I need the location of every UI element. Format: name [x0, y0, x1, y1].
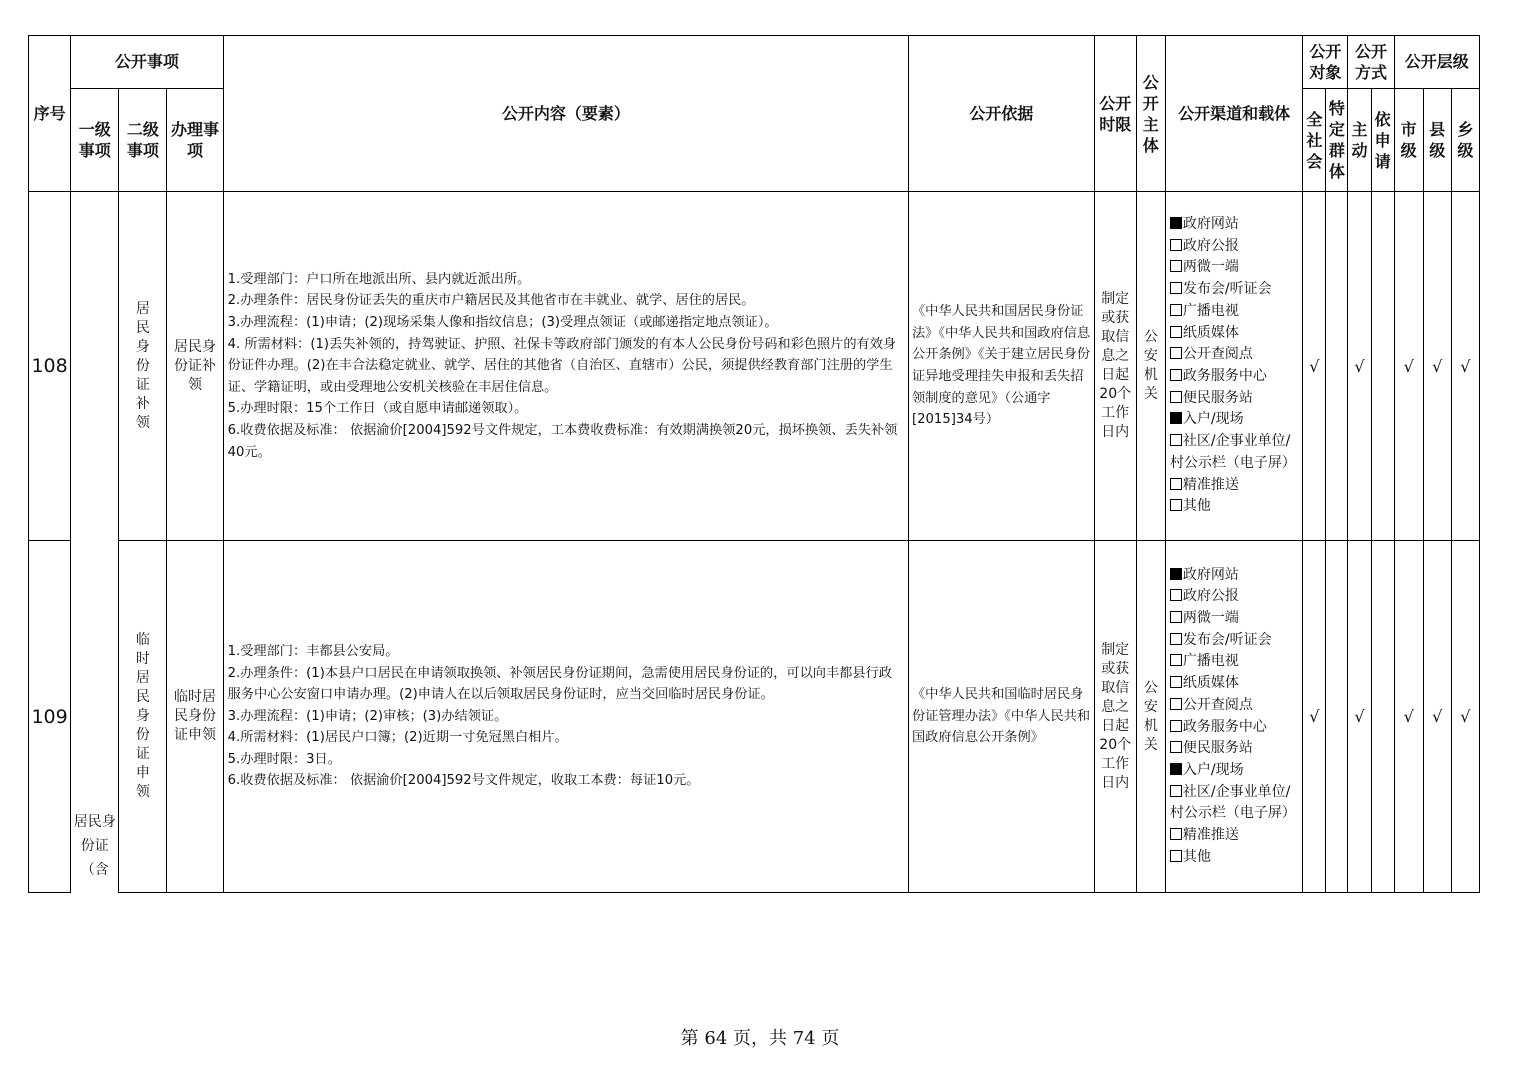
row-method-active: √ [1348, 192, 1371, 541]
checkbox-empty-icon [1170, 282, 1182, 294]
channel-item: 入户/现场 [1170, 409, 1298, 431]
row-level-city: √ [1394, 192, 1423, 541]
header-level: 公开层级 [1394, 36, 1479, 89]
channel-item: 社区/企事业单位/村公示栏（电子屏） [1169, 783, 1296, 822]
channel-item: 便民服务站 [1170, 738, 1298, 760]
channel-item: 纸质媒体 [1170, 323, 1298, 345]
channel-item: 社区/企事业单位/村公示栏（电子屏） [1169, 433, 1296, 471]
content-line: 2.办理条件：居民身份证丢失的重庆市户籍居民及其他省市在丰就业、就学、居住的居民。 [227, 293, 755, 309]
checkbox-empty-icon [1170, 589, 1182, 601]
row-level-county: √ [1423, 541, 1451, 893]
header-level2: 二级事项 [119, 89, 167, 192]
channel-item: 发布会/听证会 [1170, 630, 1298, 652]
row-subject: 公安机关 [1136, 541, 1165, 893]
row-method-request [1371, 192, 1394, 541]
header-target-specific: 特定群体 [1326, 89, 1348, 192]
content-line: 3.办理流程：(1)申请；(2)现场采集人像和指纹信息；(3)受理点领证（或邮递指定地点领证）。 [227, 315, 778, 331]
header-level1: 一级事项 [71, 89, 119, 192]
channel-item: 政府公报 [1170, 586, 1298, 608]
header-level-city: 市级 [1394, 89, 1423, 192]
content-line: 5.办理时限：15个工作日（或自愿申请邮递领取）。 [227, 401, 528, 417]
content-line: 5.办理时限：3日。 [227, 751, 341, 767]
channel-item: 其他 [1170, 496, 1298, 518]
header-method-active: 主动 [1348, 89, 1371, 192]
row-target-all: √ [1303, 541, 1326, 893]
header-time-limit: 公开时限 [1094, 36, 1136, 192]
content-line: 4. 所需材料：(1)丢失补领的，持驾驶证、护照、社保卡等政府部门颁发的有本人公民身份号码和彩色照片的有效身份证件办理。(2)在丰合法稳定就业、就学、居住的其他省（自治区、直辖市）公民，须提供经教育部门注册的学生证、学籍证明，或由受理地公安机关核验在丰居住信息。 [227, 336, 897, 395]
channel-item: 纸质媒体 [1170, 673, 1298, 695]
checkbox-empty-icon [1170, 369, 1182, 381]
channel-item: 两微一端 [1170, 608, 1298, 630]
row-target-specific [1326, 192, 1348, 541]
row-level-county: √ [1423, 192, 1451, 541]
row-level-city: √ [1394, 541, 1423, 893]
header-content: 公开内容（要素） [223, 36, 908, 192]
header-target-all: 全社会 [1303, 89, 1326, 192]
checkbox-empty-icon [1170, 347, 1182, 359]
channel-item: 广播电视 [1170, 301, 1298, 323]
level1-text: 居民身份证（含 [73, 814, 116, 878]
channel-item: 精准推送 [1170, 475, 1298, 497]
channel-item: 两微一端 [1170, 257, 1298, 279]
checkbox-empty-icon [1170, 326, 1182, 338]
row-time-limit: 制定或获取信息之日起20个工作日内 [1094, 192, 1136, 541]
header-basis: 公开依据 [909, 36, 1095, 192]
row-level-town: √ [1451, 192, 1479, 541]
content-line: 4.所需材料：(1)居民户口簿；(2)近期一寸免冠黑白相片。 [227, 730, 568, 746]
content-line: 1.受理部门：丰都县公安局。 [227, 643, 399, 659]
channel-item: 政务服务中心 [1170, 366, 1298, 388]
header-channels: 公开渠道和载体 [1165, 36, 1302, 192]
row-seq: 108 [29, 192, 71, 541]
checkbox-empty-icon [1170, 828, 1182, 840]
channel-item: 政府网站 [1170, 214, 1298, 236]
checkbox-empty-icon [1170, 850, 1182, 862]
row-content [223, 541, 908, 893]
disclosure-table [28, 35, 1480, 893]
checkbox-checked-icon [1170, 763, 1182, 775]
header-subject: 公开主体 [1136, 36, 1165, 192]
row-target-all: √ [1303, 192, 1326, 541]
checkbox-empty-icon [1170, 785, 1182, 797]
header-public-items: 公开事项 [71, 36, 224, 89]
channel-item: 精准推送 [1170, 825, 1298, 847]
checkbox-empty-icon [1170, 676, 1182, 688]
channel-item: 政务服务中心 [1170, 717, 1298, 739]
row-level-town: √ [1451, 541, 1479, 893]
checkbox-empty-icon [1170, 654, 1182, 666]
checkbox-empty-icon [1170, 720, 1182, 732]
checkbox-empty-icon [1170, 239, 1182, 251]
level1-cell [71, 192, 119, 893]
checkbox-empty-icon [1170, 434, 1182, 446]
header-target: 公开对象 [1303, 36, 1348, 89]
content-line: 3.办理流程：(1)申请；(2)审核；(3)办结领证。 [227, 708, 508, 724]
checkbox-checked-icon [1170, 568, 1182, 580]
row-basis: 《中华人民共和国临时居民身份证管理办法》《中华人民共和国政府信息公开条例》 [909, 541, 1095, 893]
channel-item: 公开查阅点 [1170, 695, 1298, 717]
checkbox-empty-icon [1170, 499, 1182, 511]
content-line: 6.收费依据及标准： 依据渝价[2004]592号文件规定，收取工本费：每证10元。 [227, 773, 700, 789]
row-method-request [1371, 541, 1394, 893]
content-line: 1.受理部门：户口所在地派出所、县内就近派出所。 [227, 271, 531, 287]
channel-item: 广播电视 [1170, 651, 1298, 673]
checkbox-empty-icon [1170, 260, 1182, 272]
row-seq: 109 [29, 541, 71, 893]
checkbox-empty-icon [1170, 698, 1182, 710]
channel-item: 公开查阅点 [1170, 344, 1298, 366]
page-footer: 第 64 页，共 74 页 [680, 1028, 840, 1049]
row-channels [1165, 192, 1302, 541]
row-handle: 临时居民身份证申领 [167, 541, 223, 893]
checkbox-empty-icon [1170, 391, 1182, 403]
row-target-specific [1326, 541, 1348, 893]
row-content [223, 192, 908, 541]
channel-item: 政府网站 [1170, 565, 1298, 587]
row-method-active: √ [1348, 541, 1371, 893]
row-channels [1165, 541, 1302, 893]
row-subject: 公安机关 [1136, 192, 1165, 541]
channel-item: 便民服务站 [1170, 388, 1298, 410]
checkbox-empty-icon [1170, 611, 1182, 623]
content-line: 6.收费依据及标准： 依据渝价[2004]592号文件规定，工本费收费标准：有效期满换领20元，损坏换领、丢失补领40元。 [227, 422, 898, 460]
checkbox-checked-icon [1170, 217, 1182, 229]
checkbox-checked-icon [1170, 412, 1182, 424]
header-method-request: 依申请 [1371, 89, 1394, 192]
header-method: 公开方式 [1348, 36, 1394, 89]
channel-item: 发布会/听证会 [1170, 279, 1298, 301]
row-time-limit: 制定或获取信息之日起20个工作日内 [1094, 541, 1136, 893]
header-level-county: 县级 [1423, 89, 1451, 192]
checkbox-empty-icon [1170, 478, 1182, 490]
table-row [29, 192, 1480, 541]
header-level-town: 乡级 [1451, 89, 1479, 192]
row-level2: 居民身份证补领 [119, 192, 167, 541]
header-seq: 序号 [29, 36, 71, 192]
checkbox-empty-icon [1170, 741, 1182, 753]
content-line: 2.办理条件：(1)本县户口居民在申请领取换领、补领居民身份证期间，急需使用居民身份证的，可以向丰都县行政服务中心公安窗口申请办理。(2)申请人在以后领取居民身份证时，应当交回临时居民身份证。 [227, 665, 892, 703]
header-handle: 办理事项 [167, 89, 223, 192]
checkbox-empty-icon [1170, 633, 1182, 645]
channel-item: 政府公报 [1170, 236, 1298, 258]
row-basis: 《中华人民共和国居民身份证法》《中华人民共和国政府信息公开条例》《关于建立居民身份证异地受理挂失申报和丢失招领制度的意见》（公通字[2015]34号） [909, 192, 1095, 541]
table-row [29, 541, 1480, 893]
channel-item: 其他 [1170, 847, 1298, 869]
channel-item: 入户/现场 [1170, 760, 1298, 782]
checkbox-empty-icon [1170, 304, 1182, 316]
row-handle: 居民身份证补领 [167, 192, 223, 541]
row-level2: 临时居民身份证申领 [119, 541, 167, 893]
